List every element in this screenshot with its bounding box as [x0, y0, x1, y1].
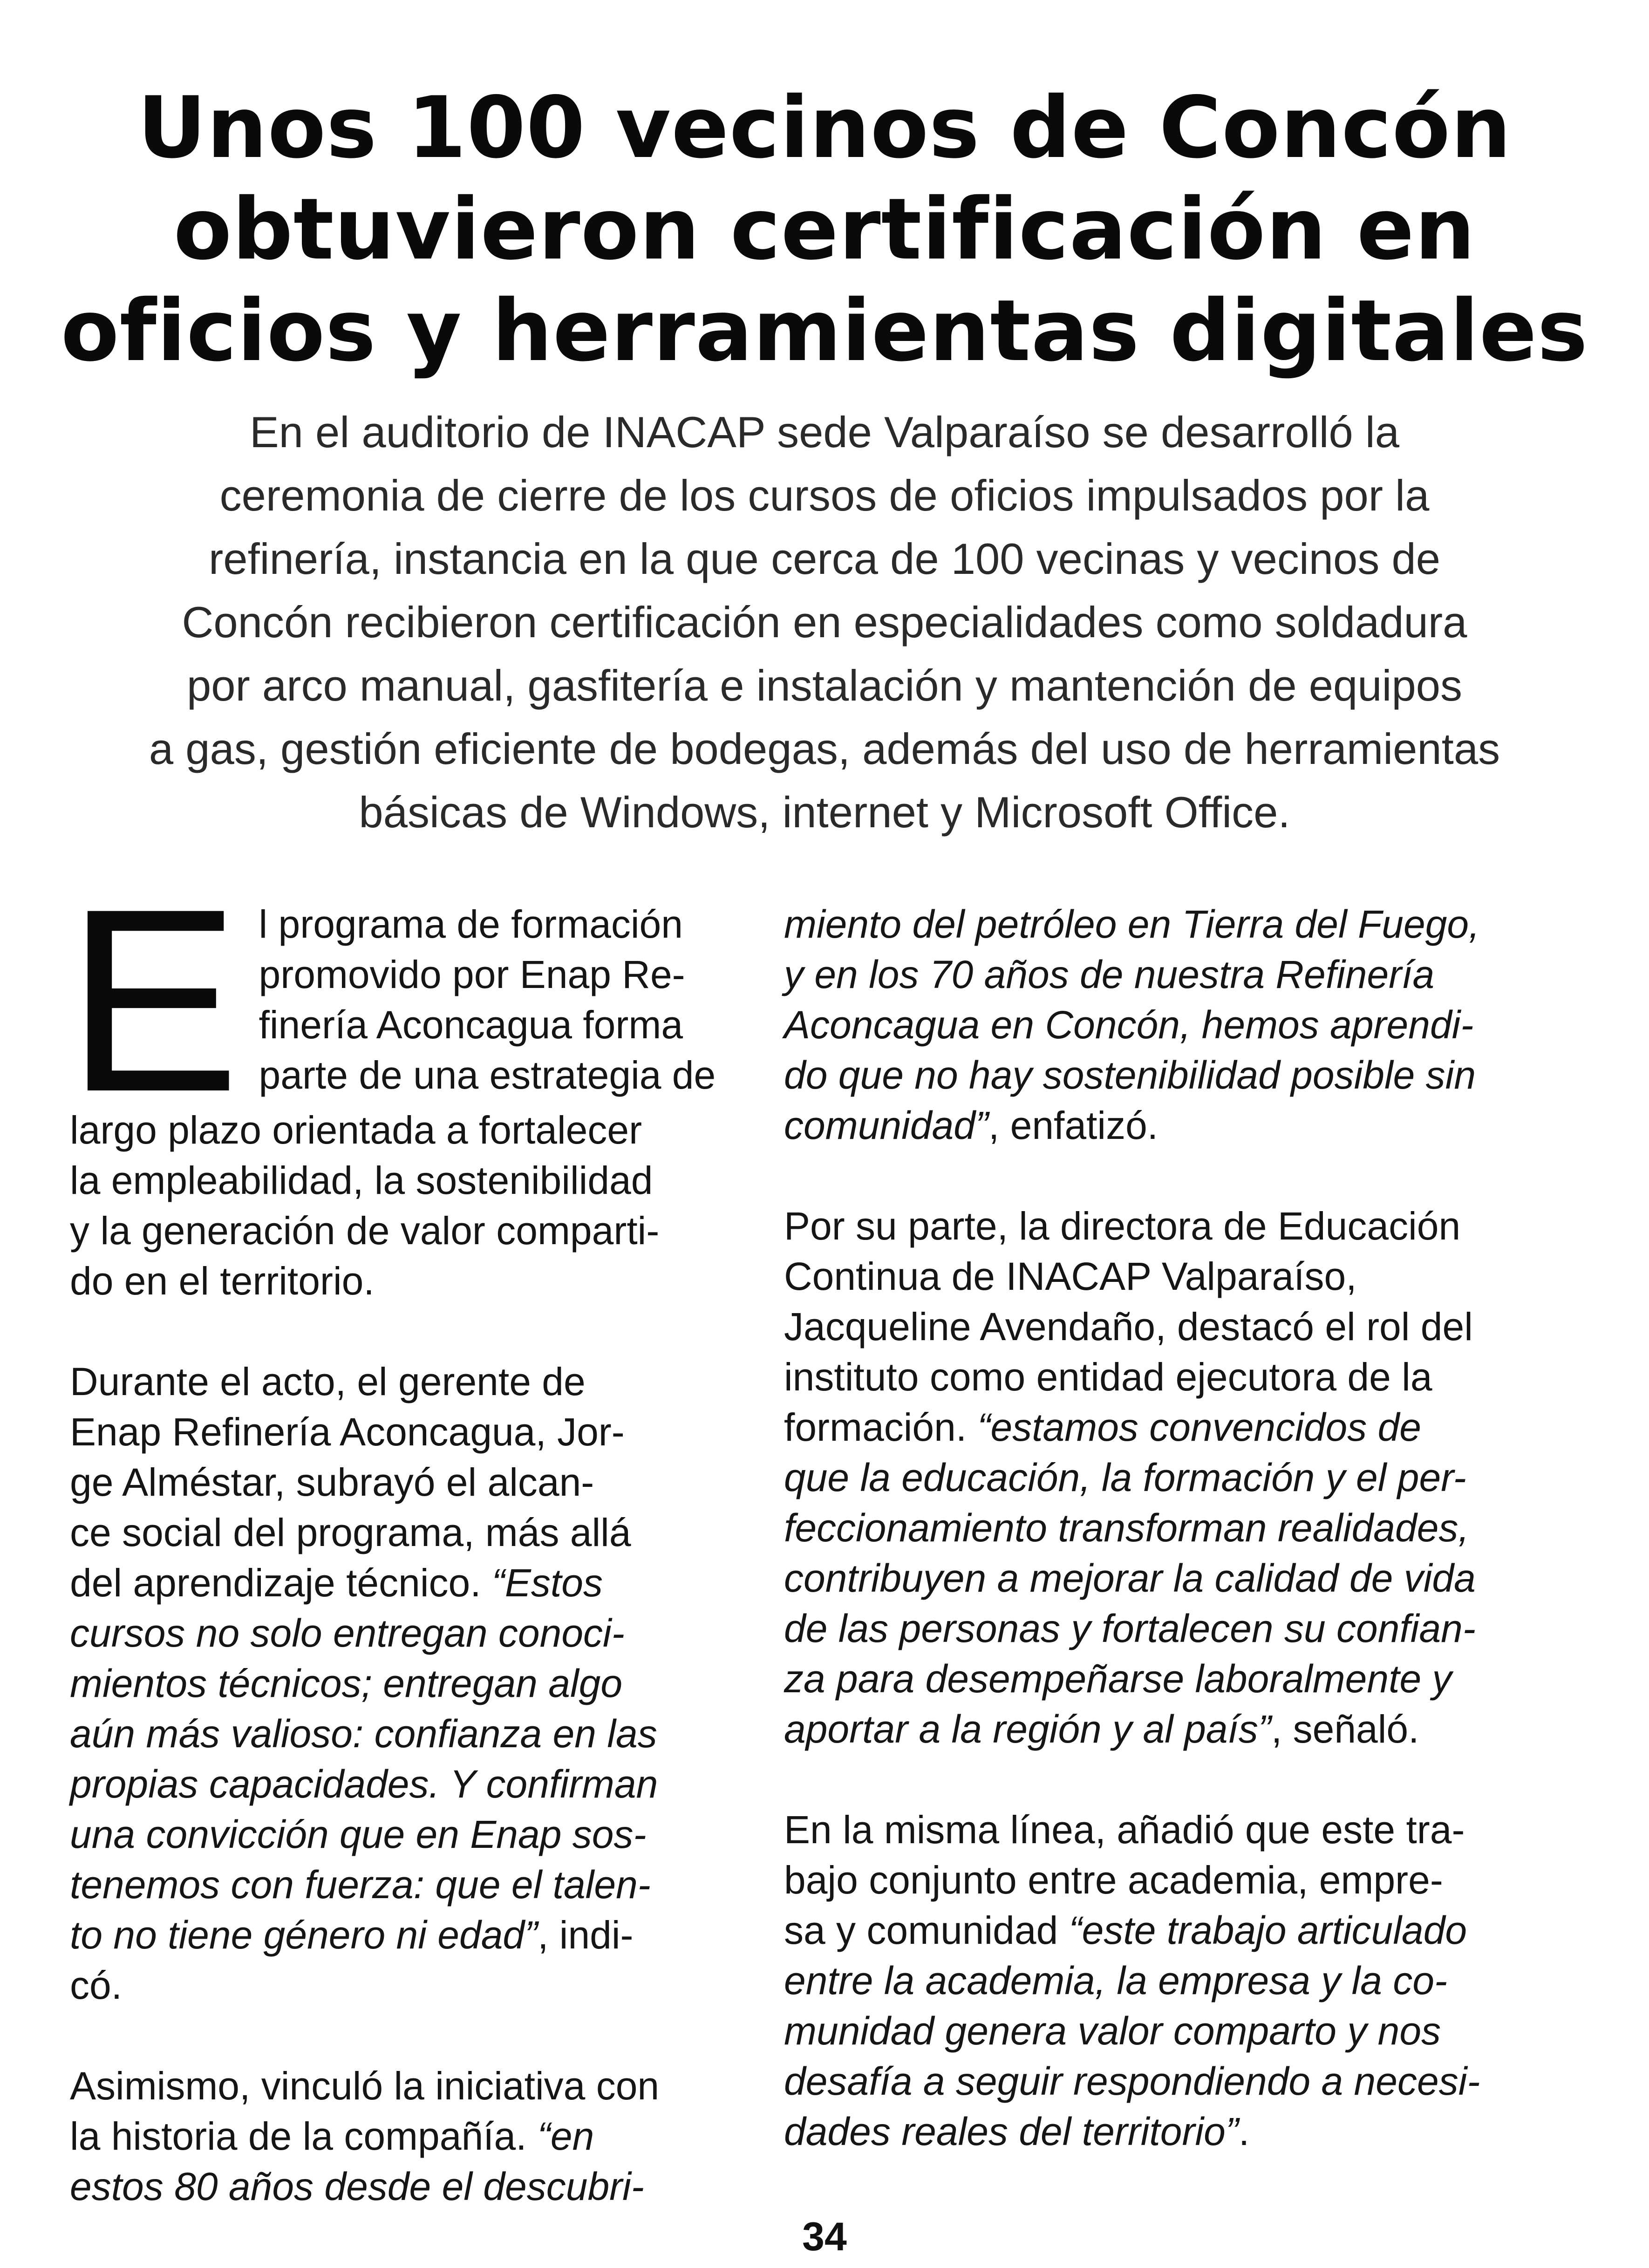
paragraph	[784, 899, 1585, 1151]
text-line	[70, 2111, 750, 2161]
quote-run: “Estos	[491, 1561, 603, 1605]
text-line: parte de una estrategia de	[259, 1053, 716, 1097]
text-line: ge Alméstar, subrayó el alcan-	[70, 1460, 594, 1504]
text-line	[784, 2106, 1585, 2157]
text-run: .	[1238, 2110, 1250, 2153]
lead-line: a gas, gestión eficiente de bodegas, además del uso de herramientas	[149, 724, 1500, 773]
text-line: bajo conjunto entre academia, empre-	[784, 1858, 1443, 1902]
text-run: la historia de la compañía.	[70, 2114, 538, 2158]
article-lead	[56, 401, 1593, 844]
quote-line: Aconcagua en Concón, hemos aprendi-	[784, 1003, 1474, 1047]
quote-line: aún más valioso: confianza en las	[70, 1712, 657, 1756]
lead-line: básicas de Windows, internet y Microsoft Office.	[359, 788, 1290, 837]
headline-line: oficios y herramientas digitales	[61, 281, 1588, 380]
drop-cap: E	[66, 854, 240, 1146]
quote-line: estos 80 años desde el descubri-	[70, 2165, 644, 2208]
quote-line: desafía a seguir respondiendo a necesi-	[784, 2059, 1480, 2103]
lead-line: En el auditorio de INACAP sede Valparaíso se desarrolló la	[249, 408, 1400, 456]
quote-run: comunidad”	[784, 1103, 988, 1147]
text-run: , enfatizó.	[988, 1103, 1158, 1147]
text-run: sa y comunidad	[784, 1908, 1069, 1952]
paragraph	[784, 1805, 1585, 2157]
text-line: En la misma línea, añadió que este tra-	[784, 1808, 1465, 1852]
lead-line: refinería, instancia en la que cerca de 100 vecinas y vecinos de	[208, 534, 1441, 583]
text-line: Enap Refinería Aconcagua, Jor-	[70, 1410, 625, 1454]
text-line: Por su parte, la directora de Educación	[784, 1204, 1461, 1248]
text-line: Continua de INACAP Valparaíso,	[784, 1254, 1357, 1298]
quote-line: do que no hay sostenibilidad posible sin	[784, 1053, 1476, 1097]
quote-line: que la educación, la formación y el per-	[784, 1456, 1466, 1499]
quote-line: contribuyen a mejorar la calidad de vida	[784, 1556, 1476, 1600]
text-line: instituto como entidad ejecutora de la	[784, 1355, 1432, 1399]
text-line	[784, 1100, 1585, 1151]
lead-line: Concón recibieron certificación en especialidades como soldadura	[182, 598, 1467, 647]
text-line	[784, 1704, 1585, 1754]
text-line: do en el territorio.	[70, 1259, 375, 1303]
paragraph	[70, 1356, 750, 2010]
text-line: finería Aconcagua forma	[259, 1003, 683, 1047]
quote-run: “este trabajo articulado	[1069, 1908, 1467, 1952]
quote-line: munidad genera valor comparto y nos	[784, 2009, 1441, 2053]
quote-line: de las personas y fortalecen su confian-	[784, 1607, 1476, 1650]
paragraph	[66, 854, 750, 1306]
text-run: , señaló.	[1271, 1707, 1419, 1751]
left-column	[66, 854, 750, 2262]
text-line: y la generación de valor comparti-	[70, 1209, 660, 1253]
quote-line: y en los 70 años de nuestra Refinería	[784, 953, 1435, 996]
quote-line: tenemos con fuerza: que el talen-	[70, 1863, 651, 1907]
lead-line: por arco manual, gasfitería e instalación y mantención de equipos	[186, 661, 1463, 710]
headline-line: obtuvieron certificación en	[173, 180, 1476, 279]
quote-line: feccionamiento transforman realidades,	[784, 1506, 1469, 1550]
text-line	[70, 1558, 750, 1608]
quote-run: “estamos convencidos de	[977, 1405, 1422, 1449]
text-line	[784, 1905, 1585, 1955]
quote-line: entre la academia, la empresa y la co-	[784, 1959, 1448, 2002]
text-line: ce social del programa, más allá	[70, 1511, 631, 1554]
quote-line: mientos técnicos; entregan algo	[70, 1662, 623, 1705]
text-line	[784, 1402, 1585, 1452]
text-line: la empleabilidad, la sostenibilidad	[70, 1158, 653, 1202]
lead-line: ceremonia de cierre de los cursos de oficios impulsados por la	[219, 471, 1430, 520]
quote-run: aportar a la región y al país”	[784, 1707, 1271, 1751]
text-line: có.	[70, 1963, 123, 2007]
page-number: 34	[802, 2214, 847, 2259]
article-headline	[61, 77, 1588, 381]
text-run: del aprendizaje técnico.	[70, 1561, 492, 1605]
paragraph	[784, 1201, 1585, 1754]
text-line	[70, 1910, 750, 1960]
quote-line: miento del petróleo en Tierra del Fuego,	[784, 902, 1480, 946]
text-line: Durante el acto, el gerente de	[70, 1360, 586, 1403]
text-run: formación.	[784, 1405, 978, 1449]
quote-line: propias capacidades. Y confirman	[70, 1762, 658, 1806]
quote-line: za para desempeñarse laboralmente y	[784, 1657, 1452, 1701]
right-column	[784, 899, 1585, 2207]
headline-line: Unos 100 vecinos de Concón	[137, 78, 1512, 177]
text-run: , indi-	[538, 1913, 634, 1957]
text-line: largo plazo orientada a fortalecer	[70, 1108, 642, 1152]
paragraph	[70, 2061, 750, 2212]
text-line: Jacqueline Avendaño, destacó el rol del	[784, 1305, 1473, 1349]
quote-run: to no tiene género ni edad”	[70, 1913, 538, 1957]
text-line: promovido por Enap Re-	[259, 953, 685, 996]
text-line: Asimismo, vinculó la iniciativa con	[70, 2064, 660, 2108]
quote-line: una convicción que en Enap sos-	[70, 1812, 647, 1856]
quote-run: “en	[537, 2114, 594, 2158]
text-line: l programa de formación	[259, 902, 683, 946]
quote-line: cursos no solo entregan conoci-	[70, 1611, 625, 1655]
quote-run: dades reales del territorio”	[784, 2110, 1239, 2153]
